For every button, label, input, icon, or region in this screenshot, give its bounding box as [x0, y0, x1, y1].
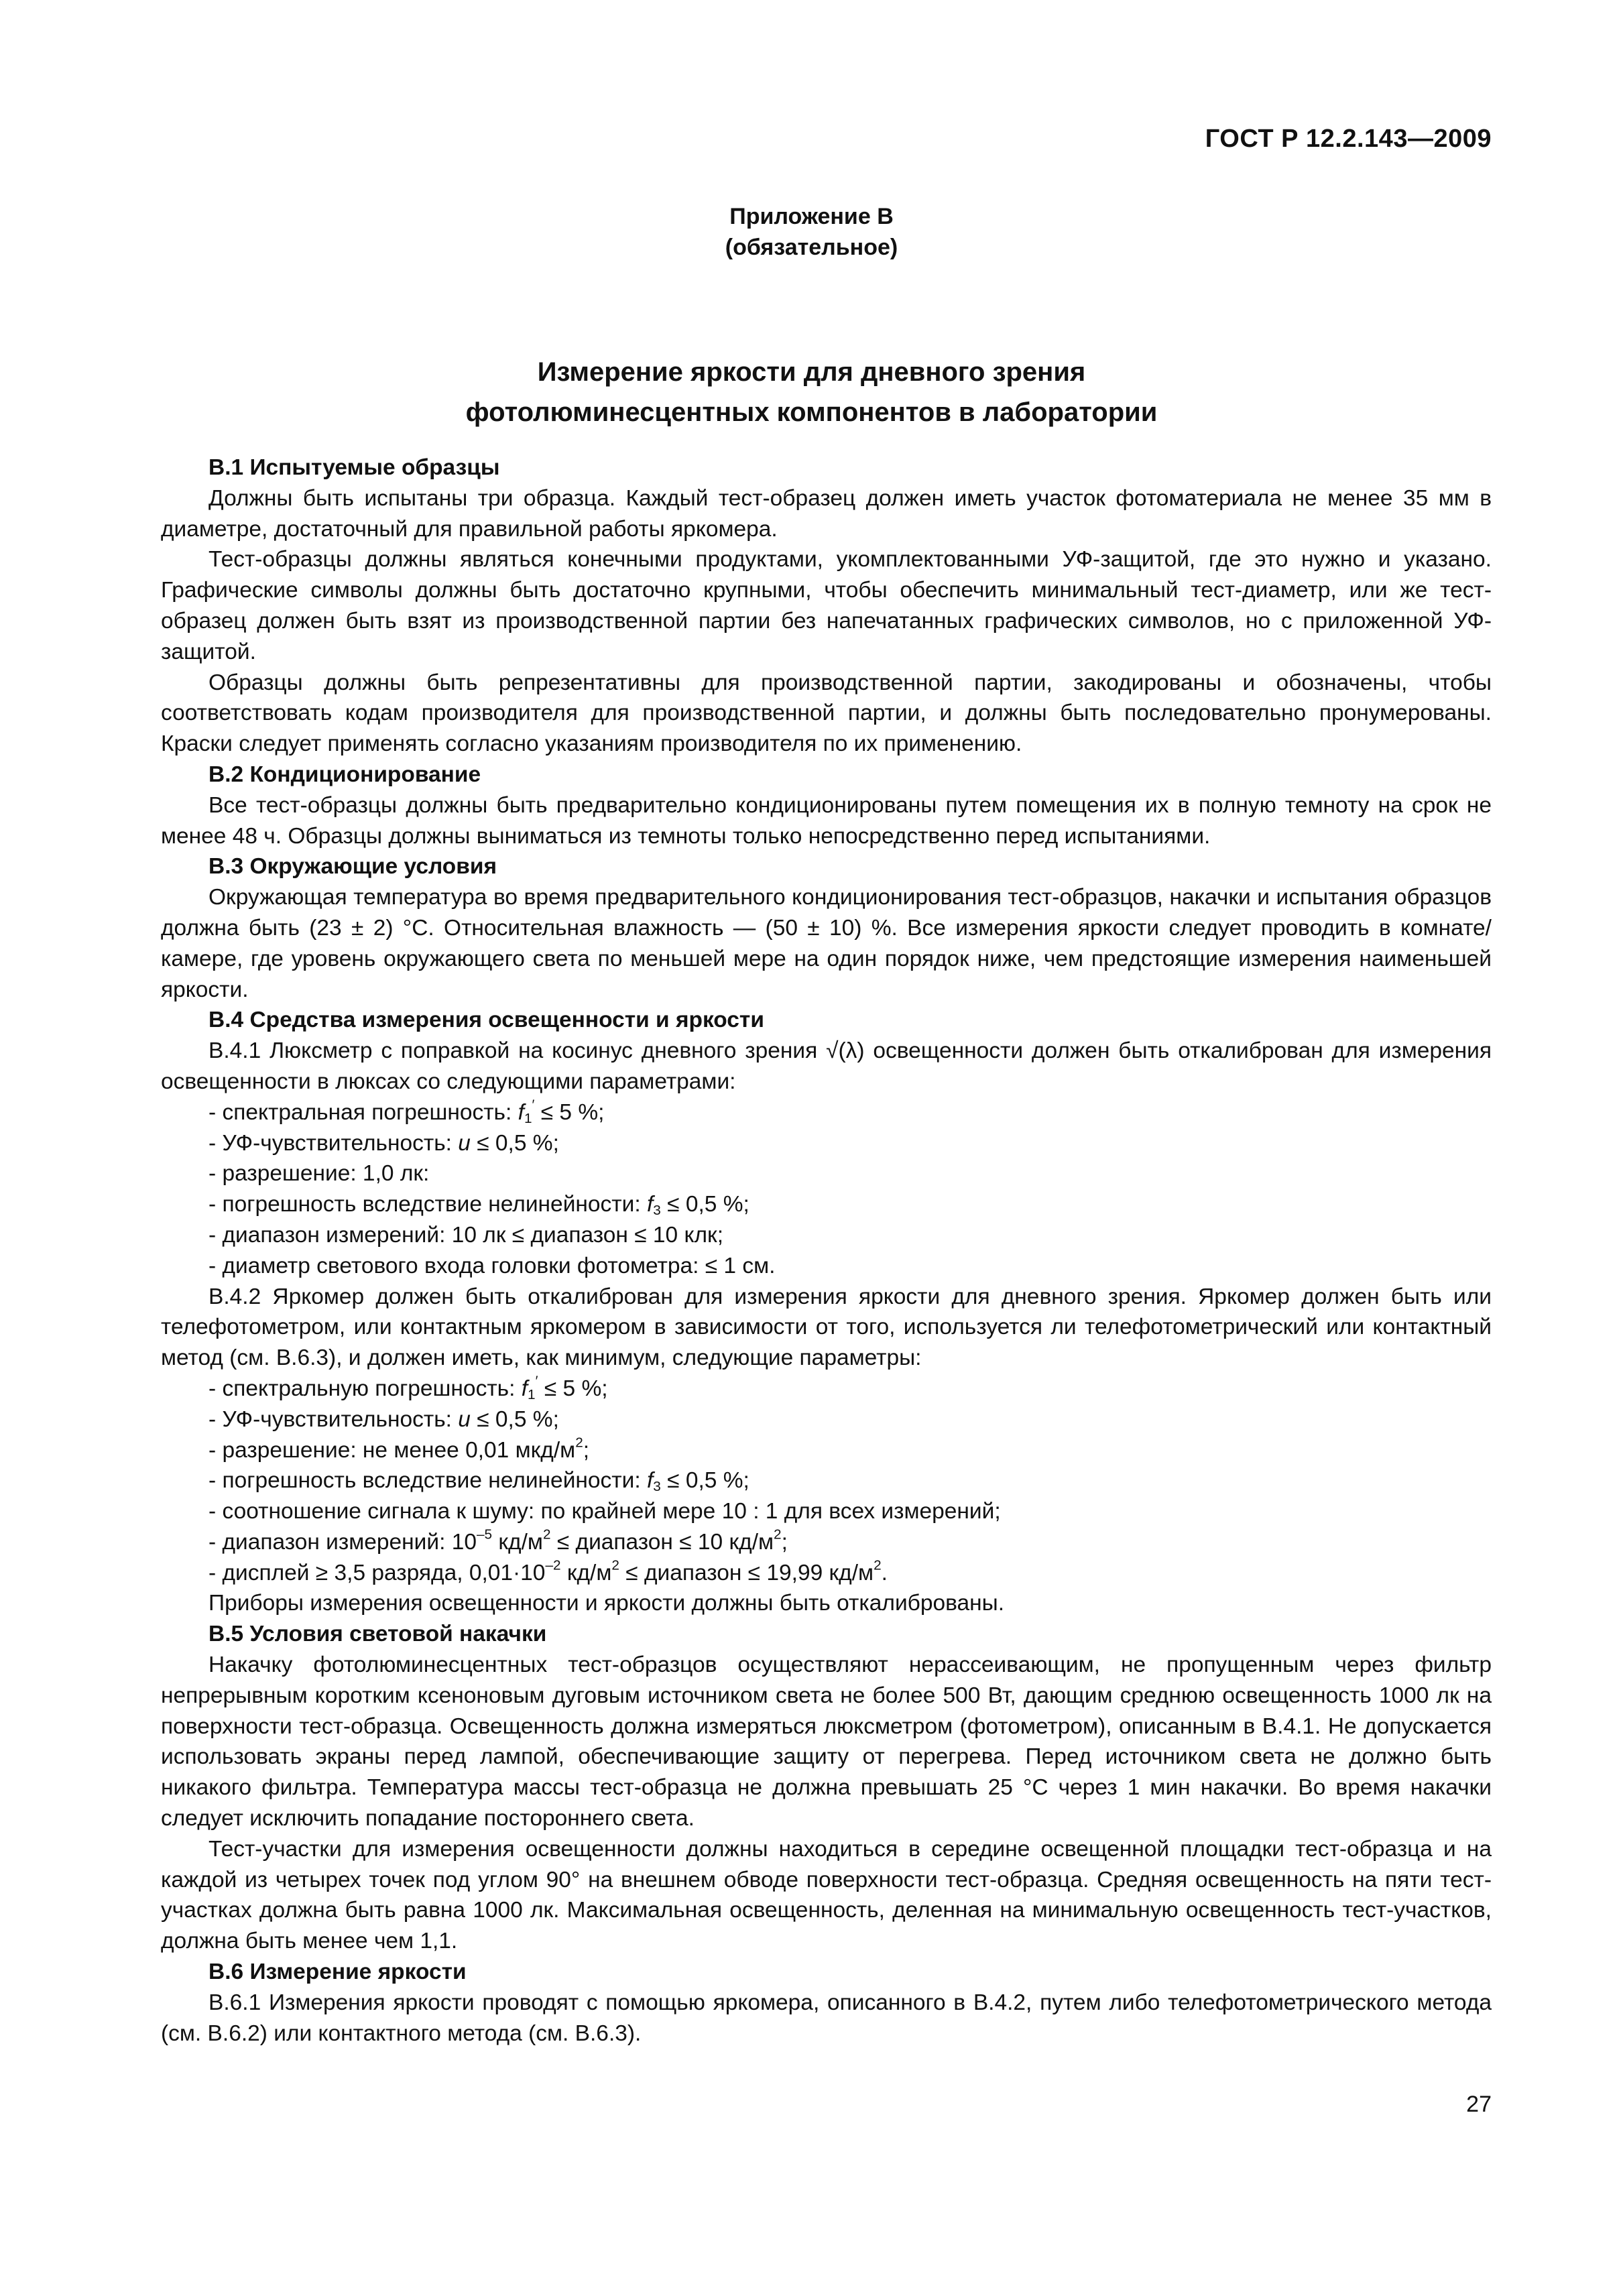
text-run: освещенности должен быть откалиброван для измерения освещенности в люксах со следующими параметрами: — [161, 1038, 1492, 1094]
subscript: 1 — [524, 1110, 532, 1126]
text-run: - спектральную погрешность: — [208, 1376, 522, 1401]
text-run: кд/м — [560, 1560, 612, 1585]
superscript: –2 — [545, 1557, 561, 1573]
paragraph: В.6.1 Измерения яркости проводят с помощью яркомера, описанного в В.4.2, путем либо телефотометрического метода (см. В.6.2) или контактного метода (см. В.6.3). — [161, 1990, 1492, 2046]
text-run: ≤ 0,5 %; — [660, 1192, 749, 1217]
superscript: –5 — [476, 1526, 493, 1543]
subscript: 1 — [528, 1387, 536, 1403]
heading-b4: В.4 Средства измерения освещенности и яркости — [208, 1008, 764, 1033]
paragraph: Все тест-образцы должны быть предварительно кондиционированы путем помещения их в полную темноту на срок не менее 48 ч. Образцы должны выниматься из темноты только непосредственно перед испытаниями. — [161, 792, 1492, 849]
subscript: 3 — [653, 1203, 661, 1219]
list-item — [161, 1374, 1492, 1404]
appendix-label — [0, 201, 1623, 263]
text-run: - спектральная погрешность: — [208, 1099, 518, 1125]
list-item — [161, 1189, 1492, 1220]
symbol-u: u — [458, 1130, 471, 1156]
text-run: - диапазон измерений: 10 — [208, 1529, 477, 1555]
paragraph: Окружающая температура во время предварительного кондиционирования тест-образцов, накачки и испытания образцов должна быть (23 ± 2) °С. Относительная влажность — (50 ± 10) %. Все измерения яркости следует проводить в комнате/камере, где уровень окружающего света по меньшей мере на один порядок ниже, чем предстоящие измерения наименьшей яркости. — [161, 885, 1492, 1002]
text-run: . — [881, 1560, 888, 1585]
document-header: ГОСТ Р 12.2.143—2009 — [1205, 125, 1492, 153]
text-run: В.4.1 Люксметр с поправкой на косинус дневного зрения — [208, 1038, 827, 1064]
superscript: ′ — [532, 1097, 535, 1113]
list-item — [161, 1527, 1492, 1558]
paragraph: Должны быть испытаны три образца. Каждый тест-образец должен иметь участок фотоматериала не менее 35 мм в диаметре, достаточный для правильной работы яркомера. — [161, 485, 1492, 542]
document-body — [161, 452, 1492, 2049]
text-run: - УФ-чувствительность: — [208, 1406, 459, 1432]
text-run: ≤ 0,5 %; — [470, 1406, 559, 1432]
title-line-2: фотолюминесцентных компонентов в лаборатории — [465, 398, 1158, 427]
list-item: - разрешение: 1,0 лк: — [208, 1161, 430, 1187]
heading-b1: В.1 Испытуемые образцы — [208, 455, 500, 480]
section-title — [0, 352, 1623, 432]
symbol-f: f — [518, 1099, 524, 1125]
symbol-f: f — [521, 1376, 528, 1401]
list-item — [161, 1558, 1492, 1589]
paragraph: Тест-участки для измерения освещенности должны находиться в середине освещенной площадки тест-образца и на каждой из четырех точек под углом 90° на внешнем обводе поверхности тест-образца. Средняя освещенность на пяти тест-участках должна быть равна 1000 лк. Максимальная освещенность, деленная на минимальную освещенность тест-участков, должна быть менее чем 1,1. — [161, 1836, 1492, 1954]
text-run: кд/м — [492, 1529, 543, 1555]
superscript: 2 — [874, 1557, 882, 1573]
text-run: ≤ 0,5 %; — [470, 1130, 559, 1156]
heading-b3: В.3 Окружающие условия — [208, 854, 497, 880]
text-run: - УФ-чувствительность: — [208, 1130, 459, 1156]
paragraph: Накачку фотолюминесцентных тест-образцов осуществляют нерассеивающим, не пропущенным через фильтр непрерывным коротким ксеноновым дуговым источником света не более 500 Вт, дающим среднюю освещенность 1000 лк на поверхности тест-образца. Освещенность должна измеряться люксметром (фотометром), описанным в В.4.1. Не допускается использовать экраны перед лампой, обеспечивающие защиту от перегрева. Перед источником света не должно быть никакого фильтра. Температура массы тест-образца не должна превышать 25 °С через 1 мин накачки. Во время накачки следует исключить попадание постороннего света. — [161, 1652, 1492, 1831]
text-run: ≤ диапазон ≤ 10 кд/м — [550, 1529, 774, 1555]
paragraph — [161, 1036, 1492, 1097]
list-item: - соотношение сигнала к шуму: по крайней мере 10 : 1 для всех измерений; — [208, 1499, 1001, 1524]
symbol-u: u — [458, 1406, 471, 1432]
superscript: 2 — [774, 1526, 782, 1543]
superscript: 2 — [542, 1526, 551, 1543]
page-number: 27 — [1466, 2092, 1492, 2117]
list-item: - диаметр светового входа головки фотометра: ≤ 1 см. — [208, 1253, 776, 1278]
list-item — [161, 1097, 1492, 1128]
list-item: - диапазон измерений: 10 лк ≤ диапазон ≤ 10 клк; — [208, 1222, 723, 1248]
list-item — [161, 1435, 1492, 1466]
text-run: ; — [781, 1529, 788, 1555]
heading-b6: В.6 Измерение яркости — [208, 1959, 467, 1985]
text-run: ≤ 5 %; — [534, 1099, 605, 1125]
text-run: ≤ 5 %; — [538, 1376, 608, 1401]
paragraph: В.4.2 Яркомер должен быть откалиброван для измерения яркости для дневного зрения. Яркомер должен быть или телефотометром, или контактным яркомером в зависимости от того, используется ли телефотометрический или контактный метод (см. В.6.3), и должен иметь, как минимум, следующие параметры: — [161, 1284, 1492, 1371]
list-item — [161, 1128, 1492, 1159]
text-run: ≤ диапазон ≤ 19,99 кд/м — [619, 1560, 874, 1585]
text-run: - погрешность вследствие нелинейности: — [208, 1468, 647, 1494]
text-run: ; — [583, 1437, 590, 1463]
formula-sqrt-lambda: √(λ) — [826, 1038, 865, 1064]
appendix-subtitle: (обязательное) — [725, 235, 898, 260]
paragraph: Приборы измерения освещенности и яркости должны быть откалиброваны. — [208, 1591, 1005, 1616]
subscript: 3 — [653, 1479, 661, 1495]
title-line-1: Измерение яркости для дневного зрения — [537, 357, 1086, 387]
text-run: - дисплей ≥ 3,5 разряда, 0,01·10 — [208, 1560, 546, 1585]
list-item — [161, 1465, 1492, 1496]
superscript: 2 — [611, 1557, 619, 1573]
superscript: 2 — [575, 1434, 583, 1450]
heading-b2: В.2 Кондиционирование — [208, 762, 481, 787]
heading-b5: В.5 Условия световой накачки — [208, 1622, 547, 1647]
superscript: ′ — [535, 1373, 538, 1389]
paragraph: Тест-образцы должны являться конечными продуктами, укомплектованными УФ-защитой, где это нужно и указано. Графические символы должны быть достаточно крупными, чтобы обеспечить минимальный тест-диаметр, или же тест-образец должен быть взят из производственной партии без напечатанных графических символов, но с приложенной УФ-защитой. — [161, 547, 1492, 664]
list-item — [161, 1404, 1492, 1435]
text-run: ≤ 0,5 %; — [660, 1468, 749, 1494]
symbol-f: f — [646, 1468, 654, 1494]
text-run: - разрешение: не менее 0,01 мкд/м — [208, 1437, 576, 1463]
paragraph: Образцы должны быть репрезентативны для производственной партии, закодированы и обозначены, чтобы соответствовать кодам производителя для производственной партии, и должны быть последовательно пронумерованы. Краски следует применять согласно указаниям производителя по их применению. — [161, 670, 1492, 757]
symbol-f: f — [646, 1192, 654, 1217]
text-run: - погрешность вследствие нелинейности: — [208, 1192, 647, 1217]
appendix-title: Приложение В — [729, 204, 894, 229]
